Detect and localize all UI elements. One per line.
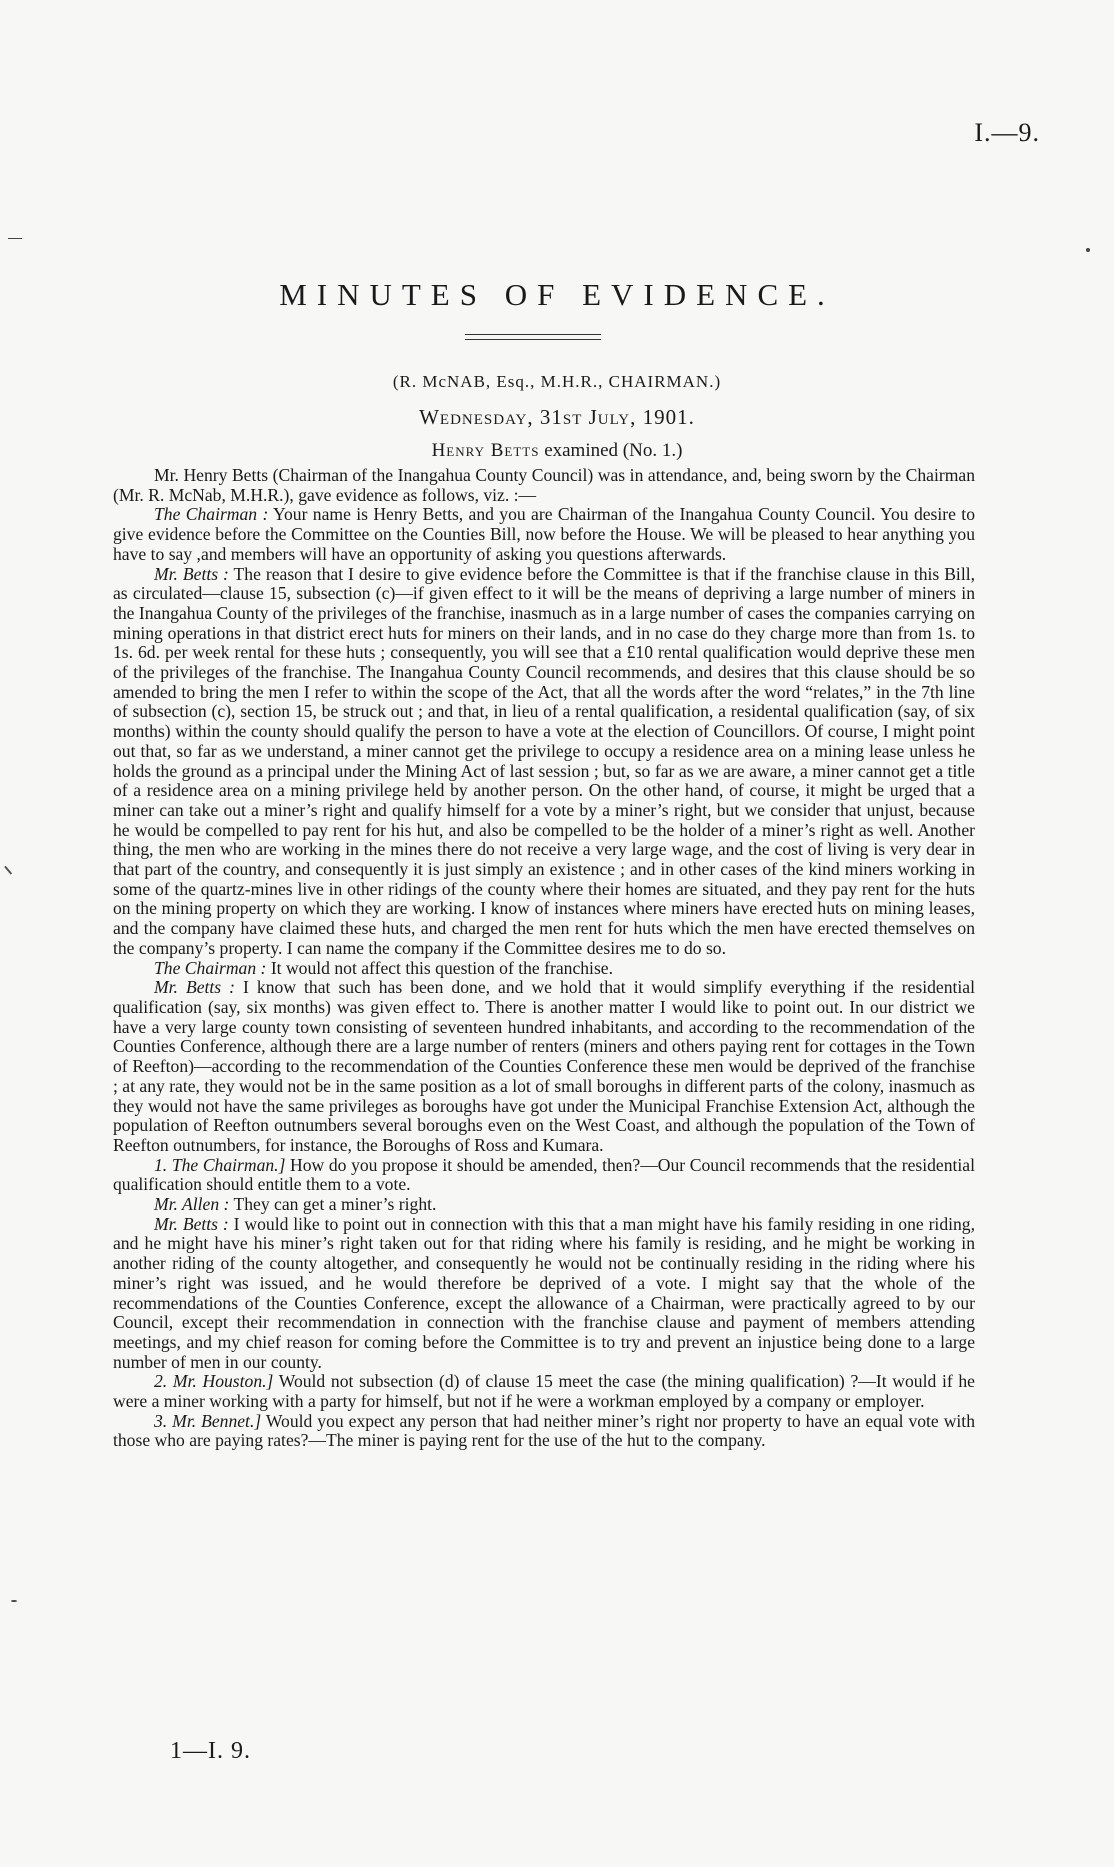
scan-speck	[11, 1600, 17, 1602]
speaker-label: The Chairman :	[154, 957, 267, 978]
witness-line	[0, 440, 1114, 462]
witness-name: Henry Betts	[431, 440, 540, 461]
page-reference: I.—9.	[974, 118, 1040, 147]
paragraph: 2. Mr. Houston.] Would not subsection (d) of clause 15 meet the case (the mining qualification) ?—It would if he were a miner working with a party for himself, but not if he were a workman employed by a company or employer.	[113, 1371, 975, 1412]
paragraph: Mr. Henry Betts (Chairman of the Inangahua County Council) was in attendance, and, being sworn by the Chairman (Mr. R. McNab, M.H.R.), gave evidence as follows, viz. :—	[113, 465, 975, 505]
speaker-label: Mr. Betts :	[154, 1213, 229, 1234]
speaker-label: Mr. Betts :	[154, 977, 236, 998]
speaker-label: 2. Mr. Houston.]	[154, 1371, 274, 1392]
paragraph: 3. Mr. Bennet.] Would you expect any person that had neither miner’s right nor property to have an equal vote with those who are paying rates?—The miner is paying rent for the use of the hut to the company.	[113, 1410, 975, 1451]
paragraph: The Chairman : Your name is Henry Betts, and you are Chairman of the Inangahua County Council. You desire to give evidence before the Committee on the Counties Bill, now before the House. We will be pleased to hear anything you have to say ,and members will have an opportunity of asking you questions afterwards.	[113, 504, 975, 564]
speaker-label: Mr. Allen :	[154, 1194, 230, 1215]
paragraph: Mr. Betts : I would like to point out in connection with this that a man might have his family residing in one riding, and he might have his miner’s right taken out for that riding where his family is residing, and he might be working in another riding of the county altogether, and consequently he would not be continually residing in the riding where his miner’s right was issued, and he would therefore be deprived of a vote. I might say that the whole of the recommendations of the Counties Conference, except the allowance of a Chairman, were practically agreed to by our Council, except their recommendation in connection with the franchise clause and payment of members attending meetings, and my chief reason for coming before the Committee is to try and prevent an injustice being done to a large number of men in our county.	[113, 1213, 975, 1372]
document-title: MINUTES OF EVIDENCE.	[279, 277, 835, 312]
scan-speck	[8, 238, 22, 239]
paragraph: Mr. Allen : They can get a miner’s right.	[154, 1194, 437, 1215]
speaker-label: Mr. Betts :	[154, 563, 229, 584]
chairman-line: (R. McNAB, Esq., M.H.R., CHAIRMAN.)	[392, 372, 722, 391]
paragraph: The Chairman : It would not affect this question of the franchise.	[154, 957, 613, 978]
speaker-label: 1. The Chairman.]	[154, 1154, 286, 1175]
scan-speck	[4, 859, 20, 874]
paragraph: Mr. Betts : The reason that I desire to give evidence before the Committee is that if the franchise clause in this Bill, as circulated—clause 15, subsection (c)—if given effect to it will be the means of depriving a large number of miners in the Inangahua County of the privileges of the franchise, inasmuch as in a large number of cases the companies carrying on mining operations in that district erect huts for miners on their lands, and in no case do they charge more than from 1s. to 1s. 6d. per week rental for these huts ; consequently, you will see that a £10 rental qualification would deprive these men of the privileges of the franchise. The Inangahua County Council recommends, and desires that this clause should be so amended to bring the men I refer to within the scope of the Act, that all the words after the word “relates,” in the 7th line of subsection (c), section 15, be struck out ; and that, in lieu of a rental qualification, a residental qualification (say, of six months) within the county should qualify the person to have a vote at the election of Councillors. Of course, I might point out that, so far as we understand, a miner cannot get the privilege to occupy a residence area on a mining lease unless he holds the ground as a principal under the Mining Act of last session ; but, so far as we are aware, a miner cannot get a title of a residence area on a mining privilege held by another person. On the other hand, of course, it might be urged that a miner can take out a miner’s right and qualify himself for a vote by a miner’s right, but we consider that unjust, because he would be compelled to pay rent for his hut, and also be compelled to be the holder of a miner’s right as well. Another thing, the men who are working in the mines there do not receive a very large wage, and the cost of living is very dear in that part of the country, and consequently it is just simply an existence ; and in other cases of the kind miners working in some of the quartz-mines live in other ridings of the county where their homes are situated, and they pay rent for the huts on the mining property on which they are working. I know of instances where miners have erected huts on mining leases, and the company have claimed these huts, and charged the men rent for huts which the men have erected themselves on the company’s property. I can name the company if the Committee desires me to do so.	[113, 563, 975, 958]
speaker-label: The Chairman :	[154, 504, 269, 525]
signature-mark: 1—I. 9.	[170, 1738, 251, 1764]
scan-speck	[1086, 248, 1090, 252]
title-rule-upper	[465, 334, 601, 335]
paragraph: Mr. Betts : I know that such has been done, and we hold that it would simplify everything if the residential qualification (say, six months) was given effect to. There is another matter I would like to point out. In our district we have a very large county town consisting of seventeen hundred inhabitants, and according to the recommendation of the Counties Conference, although there are a large number of renters (miners and others paying rent for cottages in the Town of Reefton)—according to the recommendation of the Counties Conference these men would be deprived of the franchise ; at any rate, they would not be in the same position as a lot of small boroughs in different parts of the colony, inasmuch as they would not have the same privileges as boroughs have got under the Municipal Franchise Extension Act, although the population of Reefton outnumbers several boroughs even on the West Coast, and although the population of the Town of Reefton outnumbers, for instance, the Boroughs of Ross and Kumara.	[113, 977, 975, 1155]
paragraph: 1. The Chairman.] How do you propose it should be amended, then?—Our Council recommends that the residential qualification should entitle them to a vote.	[113, 1154, 975, 1195]
title-rule-lower	[465, 339, 601, 340]
date-line: Wednesday, 31st July, 1901.	[419, 405, 695, 429]
witness-suffix: examined (No. 1.)	[539, 440, 683, 461]
speaker-label: 3. Mr. Bennet.]	[154, 1410, 262, 1431]
evidence-body	[113, 466, 975, 1451]
